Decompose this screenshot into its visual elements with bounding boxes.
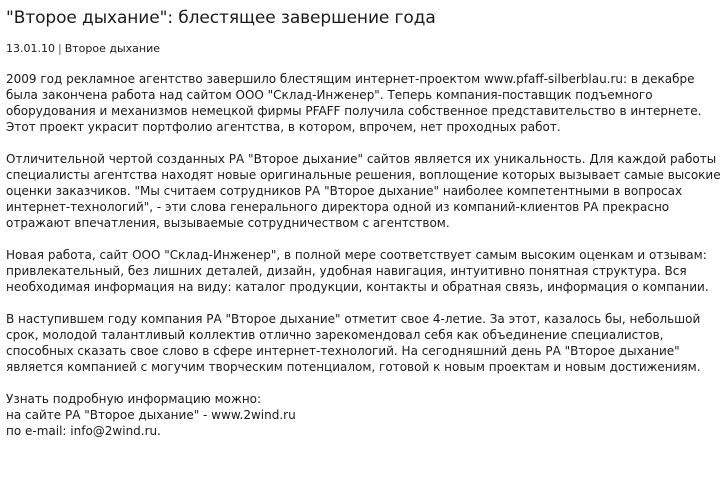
article-paragraph-2: Отличительной чертой созданных РА "Второе дыхание" сайтов является их уникальность. Для каждой работы специалисты агентства находят новые оригинальные решения, воплощение которых вызывает самые высокие оценки заказчиков. "Мы считаем сотрудников РА "Второе дыхание" наиболее компетентными в вопросах интернет-технологий", - эти слова генерального директора одной из компаний-клиентов РА прекрасно отражают впечатления, вызываемые сотрудничеством с агентством. xyxy=(6,152,721,230)
article-paragraph-1: 2009 год рекламное агентство завершило блестящим интернет-проектом www.pfaff-silberblau.ru: в декабре была закончена работа над сайтом ООО "Склад-Инженер". Теперь компания-поставщик подъемного оборудования и механизмов немецкой фирмы PFAFF получила собственное представительство в интернете. Этот проект украсит портфолио агентства, в котором, впрочем, нет проходных работ. xyxy=(6,72,702,134)
article-body xyxy=(6,71,722,439)
article-title: "Второе дыхание": блестящее завершение года xyxy=(6,8,436,28)
article-category: Второе дыхание xyxy=(64,42,161,55)
article-paragraph-4: В наступившем году компания РА "Второе дыхание" отметит свое 4-летие. За этот, казалось бы, небольшой срок, молодой талантливый коллектив отлично зарекомендовал себя как объединение специалистов, способных сказать свое слово в сфере интернет-технологий. На сегодняшний день РА "Второе дыхание" является компанией с могучим творческим потенциалом, готовой к новым проектам и новым достижениям. xyxy=(6,312,701,374)
article-paragraph-5: Узнать подробную информацию можно: на сайте РА "Второе дыхание" - www.2wind.ru по e-mail: info@2wind.ru. xyxy=(6,392,296,438)
article-date: 13.01.10 xyxy=(6,42,55,55)
meta-separator: | xyxy=(57,42,62,55)
article-meta xyxy=(6,42,724,56)
article-paragraph-3: Новая работа, сайт ООО "Склад-Инженер", в полной мере соответствует самым высоким оценкам и отзывам: привлекательный, без лишних деталей, дизайн, удобная навигация, интуитивно понятная структура. Вся необходимая информация на виду: каталог продукции, контакты и обратная связь, информация о компании. xyxy=(6,248,709,294)
